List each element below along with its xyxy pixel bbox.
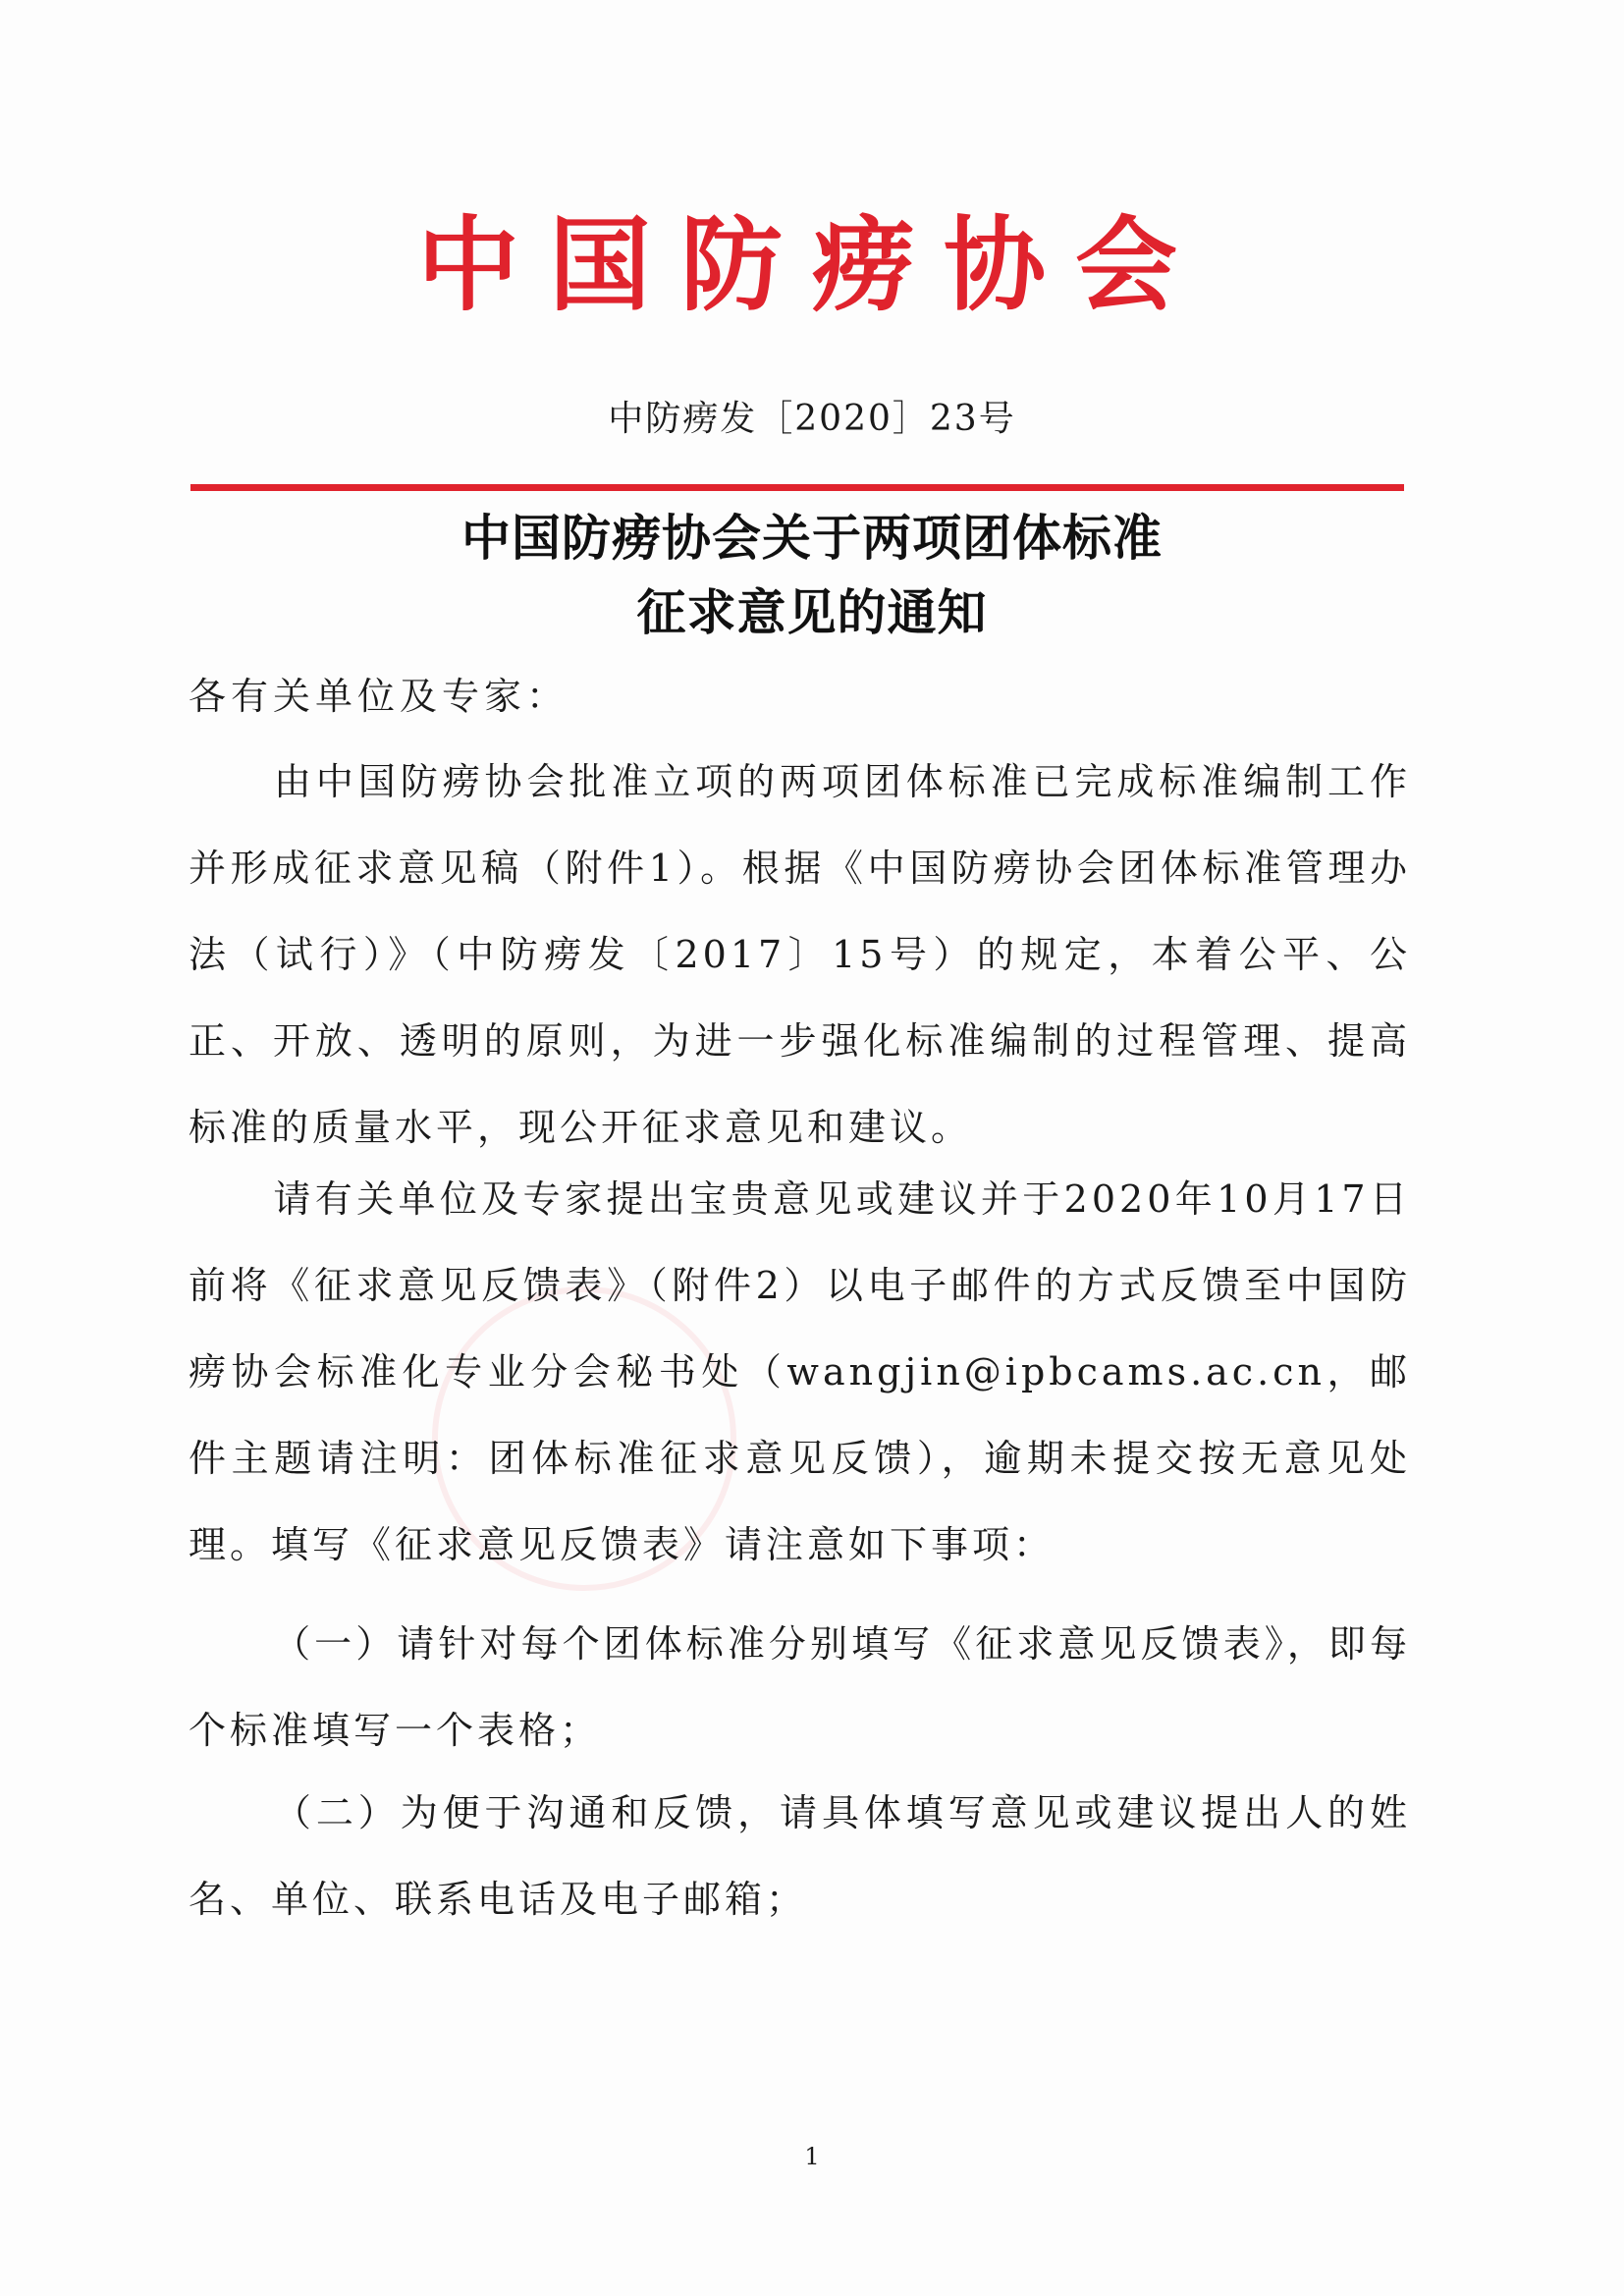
list-item-2-text: （二）为便于沟通和反馈，请具体填写意见或建议提出人的姓名、单位、联系电话及电子邮箱；: [189, 1791, 1411, 1921]
title-line-2: 征求意见的通知: [636, 583, 988, 641]
list-item-1-text: （一）请针对每个团体标准分别填写《征求意见反馈表》，即每个标准填写一个表格；: [189, 1622, 1411, 1752]
body-paragraph-1: [189, 738, 1411, 1171]
document-number: 中防痨发［2020］23号: [608, 399, 1016, 439]
list-item-1: [189, 1601, 1411, 1774]
body-paragraph-2: [189, 1156, 1411, 1588]
letterhead-red-rule: [190, 484, 1404, 491]
body-paragraph-2-text: 请有关单位及专家提出宝贵意见或建议并于2020年10月17日前将《征求意见反馈表》（附件2）以电子邮件的方式反馈至中国防痨协会标准化专业分会秘书处（wangjin@ipbcams.ac.cn，邮件主题请注明：团体标准征求意见反馈），逾期未提交按无意见处理。填写《征求意见反馈表》请注意如下事项：: [189, 1177, 1411, 1566]
letterhead-org-name: 中国防痨协会: [416, 205, 1207, 325]
title-line-1: 中国防痨协会关于两项团体标准: [461, 509, 1163, 567]
list-item-2: [189, 1770, 1411, 1942]
salutation: 各有关单位及专家：: [189, 675, 569, 718]
page-number: 1: [804, 2143, 820, 2170]
body-paragraph-1-text: 由中国防痨协会批准立项的两项团体标准已完成标准编制工作并形成征求意见稿（附件1）。根据《中国防痨协会团体标准管理办法（试行）》（中防痨发〔2017〕15号）的规定，本着公平、公正、开放、透明的原则，为进一步强化标准编制的过程管理、提高标准的质量水平，现公开征求意见和建议。: [189, 760, 1411, 1149]
